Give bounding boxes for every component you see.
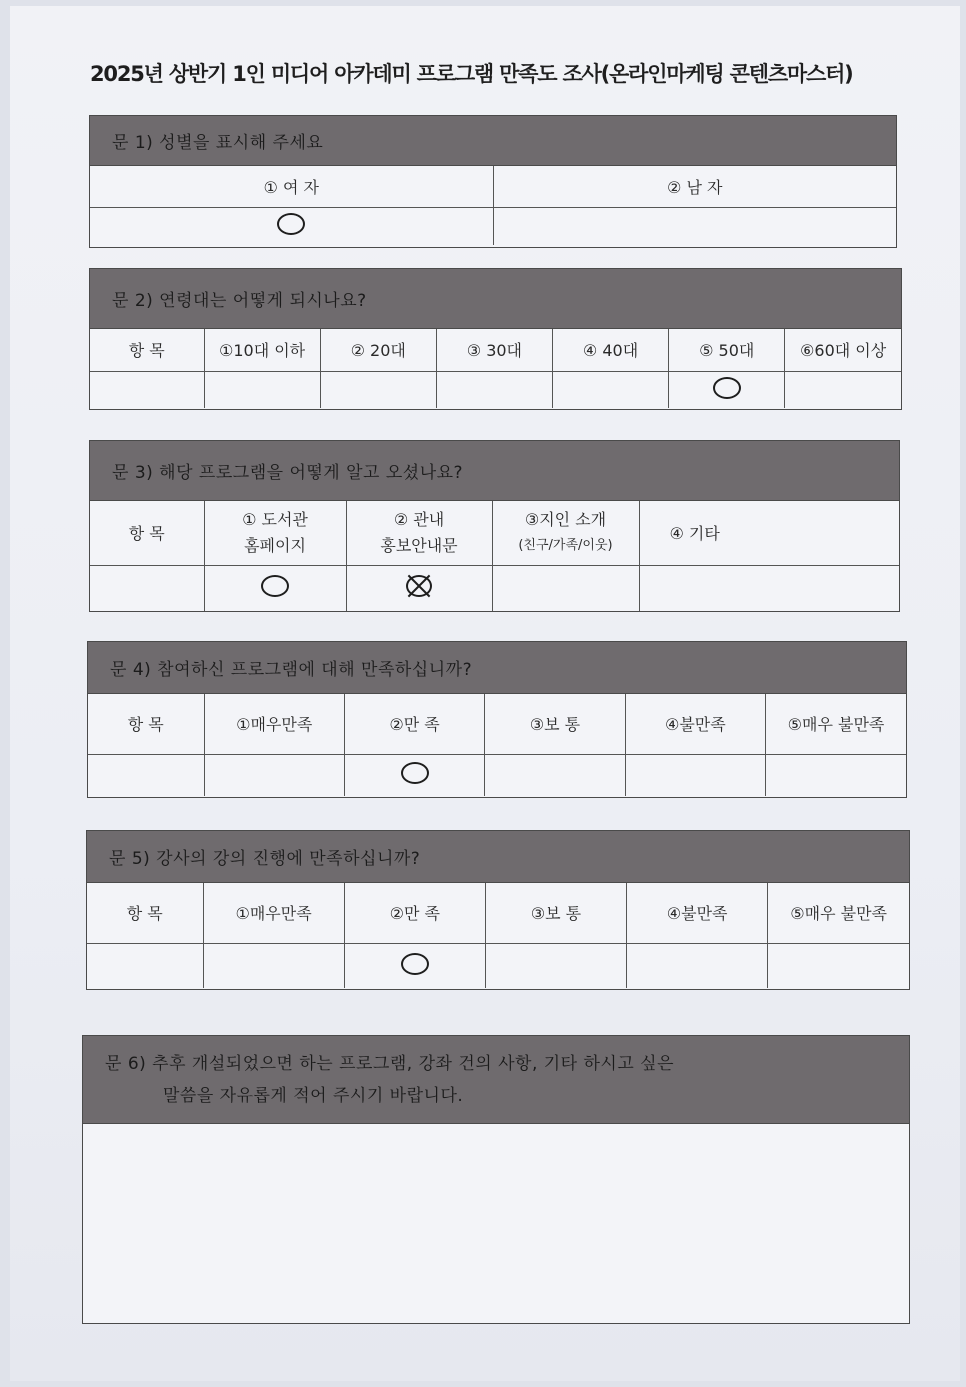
q3-option-referral-line2: (친구/가족/이웃) (518, 537, 613, 553)
q4-option-dissatisfied: ④불만족 (625, 694, 765, 754)
q4-option-satisfied: ②만 족 (344, 694, 484, 754)
q5-option-neutral: ③보 통 (485, 883, 626, 943)
q4-answer-cell-dissatisfied[interactable] (625, 754, 765, 796)
q5-option-very-dissatisfied: ⑤매우 불만족 (768, 883, 909, 943)
q2-option-teens: ①10대 이하 (204, 329, 320, 371)
selection-circle-mark (261, 575, 289, 597)
question-6-text-line1: 문 6) 추후 개설되었으면 하는 프로그램, 강좌 건의 사항, 기타 하시고 싶은 (105, 1053, 675, 1074)
question-1-header (90, 116, 896, 166)
q1-answer-cell-male[interactable] (493, 207, 896, 245)
question-4-header (88, 642, 906, 694)
selection-circle-mark (401, 953, 429, 975)
question-3-table (90, 501, 899, 611)
q2-option-30s: ③ 30대 (436, 329, 552, 371)
q5-answer-cell-satisfied[interactable] (344, 943, 485, 988)
q5-row-label: 항 목 (87, 883, 203, 943)
q4-answer-cell-neutral[interactable] (485, 754, 625, 796)
question-3-section (89, 440, 900, 612)
q5-answer-cell-dissatisfied[interactable] (627, 943, 768, 988)
survey-title: 2025년 상반기 1인 미디어 아카데미 프로그램 만족도 조사(온라인마케팅 콘텐츠마스터) (90, 62, 853, 86)
q3-option-notice (346, 501, 492, 565)
q4-answer-cell-satisfied[interactable] (344, 754, 484, 796)
q2-answer-cell-30s[interactable] (436, 371, 552, 408)
q1-option-female: ① 여 자 (90, 166, 493, 207)
q2-answer-label-cell (90, 371, 204, 408)
crossed-circle-mark (406, 575, 432, 597)
selection-circle-mark (401, 762, 429, 784)
q2-row-label: 항 목 (90, 329, 204, 371)
q2-answer-cell-teens[interactable] (204, 371, 320, 408)
q3-option-notice-line1: ② 관내 (393, 509, 445, 529)
q3-option-library (204, 501, 346, 565)
q3-option-library-line1: ① 도서관 (242, 509, 308, 529)
q2-answer-cell-40s[interactable] (552, 371, 668, 408)
question-1-table (90, 166, 896, 245)
q3-answer-label-cell (90, 565, 204, 611)
question-6-header (83, 1036, 909, 1124)
q3-answer-cell-notice[interactable] (346, 565, 492, 611)
question-2-table (90, 329, 901, 408)
q4-answer-cell-very-satisfied[interactable] (204, 754, 344, 796)
q2-answer-cell-20s[interactable] (320, 371, 436, 408)
question-3-header (90, 441, 899, 501)
question-3-text: 문 3) 해당 프로그램을 어떻게 알고 오셨나요? (112, 463, 464, 483)
q3-answer-cell-other[interactable] (639, 565, 899, 611)
q5-answer-cell-very-satisfied[interactable] (203, 943, 344, 988)
q1-answer-cell-female[interactable] (90, 207, 493, 245)
q3-answer-cell-referral[interactable] (492, 565, 639, 611)
q2-option-20s: ② 20대 (320, 329, 436, 371)
q4-answer-label-cell (88, 754, 204, 796)
q3-option-referral (492, 501, 639, 565)
question-4-text: 문 4) 참여하신 프로그램에 대해 만족하십니까? (110, 660, 473, 680)
q2-answer-cell-60s[interactable] (785, 371, 901, 408)
q4-option-neutral: ③보 통 (485, 694, 625, 754)
question-4-section (87, 641, 907, 798)
q6-free-text-answer[interactable] (83, 1124, 909, 1322)
question-5-text: 문 5) 강사의 강의 진행에 만족하십니까? (109, 849, 421, 869)
q2-option-60s: ⑥60대 이상 (785, 329, 901, 371)
q5-option-satisfied: ②만 족 (344, 883, 485, 943)
q5-option-very-satisfied: ①매우만족 (203, 883, 344, 943)
question-5-header (87, 831, 909, 883)
question-1-text: 문 1) 성별을 표시해 주세요 (112, 133, 324, 153)
q3-row-label: 항 목 (90, 501, 204, 565)
q3-answer-cell-library[interactable] (204, 565, 346, 611)
q3-option-notice-line2: 홍보안내문 (380, 535, 458, 555)
q3-option-other-line1: ④ 기타 (669, 524, 720, 544)
q5-answer-cell-very-dissatisfied[interactable] (768, 943, 909, 988)
question-4-table (88, 694, 906, 796)
q2-option-50s: ⑤ 50대 (669, 329, 785, 371)
selection-circle-mark (277, 213, 305, 235)
q4-row-label: 항 목 (88, 694, 204, 754)
question-2-header (90, 269, 901, 329)
question-5-section (86, 830, 910, 990)
q3-option-other (639, 501, 899, 565)
question-2-text: 문 2) 연령대는 어떻게 되시나요? (112, 291, 367, 311)
q3-option-library-line2: 홈페이지 (244, 535, 306, 555)
q2-answer-cell-50s[interactable] (669, 371, 785, 408)
q5-option-dissatisfied: ④불만족 (627, 883, 768, 943)
q5-answer-cell-neutral[interactable] (485, 943, 626, 988)
question-1-section (89, 115, 897, 248)
q4-answer-cell-very-dissatisfied[interactable] (766, 754, 906, 796)
q4-option-very-dissatisfied: ⑤매우 불만족 (766, 694, 906, 754)
question-2-section (89, 268, 902, 410)
q3-option-referral-line1: ③지인 소개 (524, 509, 607, 529)
selection-circle-mark (713, 377, 741, 399)
question-6-text-line2: 말씀을 자유롭게 적어 주시기 바랍니다. (163, 1085, 464, 1106)
q2-option-40s: ④ 40대 (552, 329, 668, 371)
q5-answer-label-cell (87, 943, 203, 988)
q4-option-very-satisfied: ①매우만족 (204, 694, 344, 754)
q1-option-male: ② 남 자 (493, 166, 896, 207)
question-6-section (82, 1035, 910, 1324)
question-5-table (87, 883, 909, 988)
